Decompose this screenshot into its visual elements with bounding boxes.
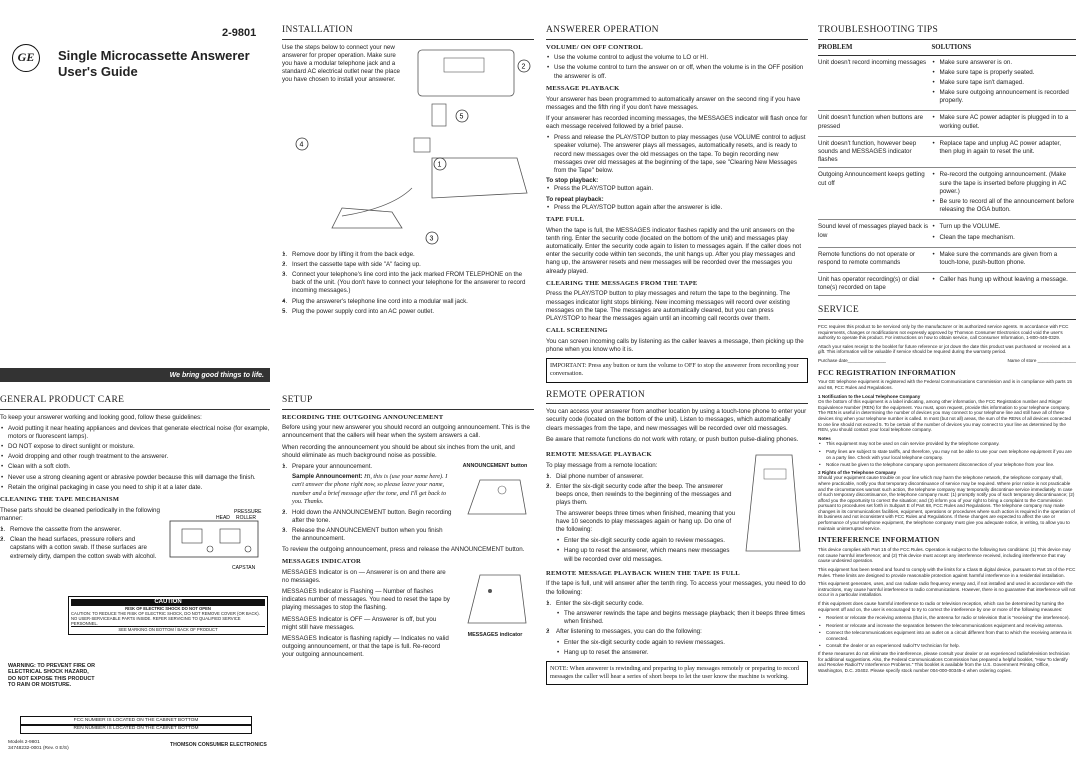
recording-intro: Before using your new answerer you should record an outgoing announcement. This is the announcement that the callers will hear when the system answers a call. [282,424,530,440]
problem-col-header: PROBLEM [818,44,932,55]
playback-p1: Your answerer has been programmed to automatically answer on the second ring if you have messages and the fifth ring if you don't have messages. [546,95,801,111]
remote-full-step: • 1. Enter the six-digit security code. [546,600,808,608]
tape-cleaning-heading: CLEANING THE TAPE MECHANISM [0,496,120,504]
solutions-col-header: SOLUTIONS [932,44,1076,55]
footer-left: Models 2-9801 34748232-0001 (Rev. 0 E/S) [8,740,69,751]
installation-heading: INSTALLATION [282,22,534,40]
note-box: NOTE: When answerer is rewinding and preparing to play messages remotely or preparing to record messages the caller will hear a series of short beeps to let the user know the machine is working. [546,661,808,685]
solution-item: • Make sure outgoing announcement is recorded properly. [932,89,1074,105]
volume-item: • Use the volume control to turn the answer on or off, when the volume is in the OFF position the answerer is off. [546,64,808,80]
fcc-heading: FCC REGISTRATION INFORMATION [818,367,956,377]
install-step: • 3. Connect your telephone's line cord into the jack marked FROM TELEPHONE on the back of the unit. (You don't have to connect your telephone for the answerer to record incoming messages.) [282,271,534,296]
problem-cell: Outgoing Announcement keeps getting cut off [818,168,932,220]
indicator-rapid: MESSAGES Indicator is flashing rapidly — Indicates no valid outgoing announcement, or that the tape is full. Re-record your outgoing announcement. [282,634,449,659]
troubleshooting-row [818,220,1076,247]
problem-cell: Unit doesn't record incoming messages [818,55,932,111]
remote-p2: Be aware that remote functions do not work with rotary, or push button pulse-dialing phones. [546,435,799,443]
caution-title: CAUTION [71,599,265,606]
model-number: 2-9801 [222,27,257,39]
care-list [0,425,270,492]
interference-p4: If this equipment does cause harmful interference to radio or television reception, which can be determined by turning the equipment off and on, the user is encouraged to try to correct the interference by one or more of the following measures: [818,600,1064,612]
recording-tip: When recording the announcement you should be about six inches from the unit, and should eliminate as much background noise as possible. [282,443,515,459]
troubleshooting-row [818,168,1076,220]
service-heading: SERVICE [818,302,1076,320]
interference-item: • Reorient or relocate the receiving antenna (that is, the antenna for radio or television that is "receiving" the interference). [818,615,1076,621]
pressure-label: PRESSURE [234,508,262,515]
remote-full-item: • The answerer rewinds the tape and begins message playback; then it beeps three times when finished. [556,610,808,626]
review-text: To review the outgoing announcement, press and release the ANNOUNCEMENT button. [282,545,525,553]
store-name: Name of store _______________ [1007,357,1076,363]
general-care-intro: To keep your answerer working and looking good, follow these guidelines: [0,413,202,421]
tape-cleaning-block [0,507,270,575]
caution-marking: SEE MARKING ON BOTTOM / BACK OF PRODUCT [71,626,265,632]
setup-step: • 2. Hold down the ANNOUNCEMENT button. Begin recording after the tone. [282,509,452,525]
solution-item: • Replace tape and unplug AC power adapter, then plug in again to reset the unit. [932,140,1074,156]
fcc-n2-title: 2 Rights of the Telephone Company [818,469,897,475]
problem-cell: Unit has operator recording(s) or dial tone(s) recorded on tape [818,273,932,296]
tape-steps [0,526,160,561]
indicator-heading: MESSAGES INDICATOR [282,557,362,565]
general-care-heading: GENERAL PRODUCT CARE [0,392,270,410]
clearing-heading: CLEARING THE MESSAGES FROM THE TAPE [546,279,698,287]
callout-4: 4 [299,141,304,149]
caution-text: CAUTION: TO REDUCE THE RISK OF ELECTRIC SHOCK, DO NOT REMOVE COVER (OR BACK). NO USER-SERVICEABLE PARTS INSIDE. REFER SERVICING TO QUALIFIED SERVICE PERSONNEL. [71,611,260,627]
troubleshooting-row [818,247,1076,272]
purchase-date: Purchase date_______________ [818,357,886,363]
capstan-label: CAPSTAN [232,564,256,571]
install-step: • 4. Plug the answerer's telephone line cord into a modular wall jack. [282,298,534,306]
troubleshooting-row [818,111,1076,136]
fcc-n2-text: Should your equipment cause trouble on your line which may harm the telephone network, the telephone company shall, where practicable, notify you that temporary discontinuance of service may be required. Where prior notice is not practicable and the circumstances warrant such action, the telephone company may temporarily discontinue service immediately. In case of such temporary discontinuance, the telephone company must: (1) promptly notify you of such temporary discontinuance; (2) afford you the opportunity to correct the situation; and (3) inform you of your right to bring a complaint to the Commission pursuant to procedures set forth in Subpart E of Part 68, FCC Rules and Regulations. The telephone company may make changes in its communications facilities, equipment, operations or procedures where such action is required in the operation of its business and not inconsistent with FCC Rules and Regulations. If these changes are expected to affect the use or performance of your telephone equipment, the telephone company must give you adequate notice, in writing, to allow you to maintain uninterrupted service. [818,475,1075,531]
remote-p1: You can access your answerer from another location by using a touch-tone phone to enter your security code (located on the bottom of the unit). Listen to messages, which automatically clears messages from the tape, and new messages will be recorded over old messages. [546,408,807,432]
problem-cell: Remote functions do not operate or respond to remote commands [818,247,932,272]
tape-full-heading: TAPE FULL [546,215,585,223]
callout-1: 1 [437,161,442,169]
answerer-diagram-1 [460,470,530,520]
setup-heading: SETUP [282,392,534,410]
callout-3: 3 [429,235,434,243]
column-1 [0,0,270,760]
fcc-number-note: FCC NUMBER IS LOCATED ON THE CABINET BOTTOM [20,716,252,726]
interference-heading: INTERFERENCE INFORMATION [818,535,940,545]
troubleshooting-body [818,55,1076,296]
title-line-1: Single Microcassette Answerer [58,48,250,63]
install-step: • 2. Insert the cassette tape with side "A" facing up. [282,261,534,269]
care-item: • Avoid putting it near heating appliances and devices that generate electrical noise (for example, motors or fluorescent lamps). [0,425,270,441]
fcc-intro: Your GE telephone equipment is registered with the Federal Communications Commission and is in compliance with parts 15 and 68, FCC Rules and Regulations. [818,379,1072,391]
solution-item: • Make sure the commands are given from a touch-tone, push-button phone. [932,251,1074,267]
stop-item: • Press the PLAY/STOP button again. [546,185,808,193]
remote-full-item: • Enter the six-digit security code again to review messages. [556,639,808,647]
tape-full-text: When the tape is full, the MESSAGES indicator flashes rapidly and the unit answers on the tenth ring. Enter the security code (located on the bottom of the unit) and messages play automatically. Enter the security code again to listen to messages again. If the caller does not enter the security code within ten seconds, the unit hangs up. After you play messages and hang up, the answerer resets and new messages will be recorded over the messages you already played. [546,226,802,275]
warning-text: WARNING: TO PREVENT FIRE OR ELECTRICAL SHOCK HAZARD, DO NOT EXPOSE THIS PRODUCT TO RAIN OR MOISTURE. [8,663,96,689]
solutions-cell [932,273,1076,296]
interference-p2: This equipment has been tested and found to comply with the limits for a Class B digital device, pursuant to Part 15 of the FCC Rules. These limits are designed to provide reasonable protection against harmful interference in a residential installation. [818,566,1076,578]
setup-section [282,392,534,662]
roller-label: ROLLER [236,514,257,521]
fcc-n1-text: On the bottom of this equipment is a label indicating, among other information, the FCC Registration number and Ringer Equivalence Number (REN) for the equipment. You must, upon request, provide this information to your telephone company. The REN is useful in determining the number of devices you may connect to your telephone line and still have all of these devices ring when your telephone number is called. In most (but not all) areas, the sum of the RENs of all devices connected to one line should not exceed 5. To be certain of the number of devices you may connect to your line as determined by the REN, you should contact your local telephone company. [818,399,1072,433]
care-item: • Retain the original packaging in case you need to ship it at a later date. [0,484,270,492]
troubleshooting-heading: TROUBLESHOOTING TIPS [818,22,1076,40]
column-3 [546,0,808,760]
clearing-text: Press the PLAY/STOP button to play messages and return the tape to the beginning. The messages indicator light stops blinking. New incoming messages will record over existing messages on the tape. The messages are automatically cleared, but you can press PLAY/STOP to hear the messages again until an incoming call records over them. [546,290,791,323]
service-p1: FCC requires this product to be serviced only by the manufacturer or its authorized service agents. In accordance with FCC requirements, changes or modifications not expressly approved by Thomson Consumer Electronics could void the user's authority to operate this product. For instructions on how to obtain service, call Consumer Information, 1-800-448-0329. [818,323,1069,341]
solutions-cell [932,136,1076,168]
playback-heading: MESSAGE PLAYBACK [546,84,620,92]
solution-item: • Make sure tape isn't damaged. [932,79,1074,87]
fcc-n1-title: 1 Notification to the Local Telephone Company [818,393,921,399]
remote-full-item: • Hang up to reset the answerer. [556,649,808,657]
important-box: IMPORTANT: Press any button or turn the volume to OFF to stop the answerer from recording your conversation. [546,358,808,382]
problem-cell: Unit doesn't function, however beep sounds and MESSAGES indicator flashes [818,136,932,168]
sample-announcement: Sample Announcement: Hi, this is (use your name here). I can't answer the phone right now, so please leave your name, number and a brief message after the tone, and I'll get back to you. Thanks. [292,473,448,505]
repeat-item: • Press the PLAY/STOP button again after the answerer is idle. [546,204,808,212]
stop-label: To stop playback: [546,177,599,185]
answerer-top-diagram [404,44,534,98]
solutions-cell [932,55,1076,111]
remote-item: • Enter the six-digit security code again to review messages. [556,537,736,545]
problem-cell: Sound level of messages played back is low [818,220,932,247]
ge-logo: GE [12,44,40,72]
thomson-brand: THOMSON CONSUMER ELECTRONICS [170,742,267,748]
remote-full-step: • 2 After listening to messages, you can do the following: [546,628,808,636]
callout-5: 5 [459,113,464,121]
remote-playback-heading: REMOTE MESSAGE PLAYBACK [546,450,652,458]
caution-label [68,596,268,635]
tape-mechanism-diagram [160,507,268,575]
install-step: • 1. Remove door by lifting it from the back edge. [282,251,534,259]
remote-op-heading: REMOTE OPERATION [546,387,808,405]
care-item: • Never use a strong cleaning agent or abrasive powder because this will damage the finish. [0,474,270,482]
interference-p1: This device complies with Part 15 of the FCC Rules. Operation is subject to the following two conditions: (1) This device may not cause harmful interference; and (2) This device must accept any interference received, including interference that may cause undesired operation. [818,547,1071,564]
remote-note: The answerer beeps three times when finished, meaning that you have 10 seconds to play messages again or hang up. Do one of the following: [556,509,736,533]
fcc-note: • Notice must be given to the telephone company upon permanent disconnection of your telephone from your line. [818,462,1076,468]
interference-p5: If these measures do not eliminate the interference, please consult your dealer or an experienced radio/television technician for additional suggestions. Also, the Federal Communications Commission has prepared a helpful booklet, "How To Identify and Resolve Radio/TV Interference Problems." This booklet is available from the U.S. Government Printing Office, Washington, D.C. 20402. Please specify stock number 004-000-00345-4 when ordering copies. [818,651,1070,673]
playback-item: • Press and release the PLAY/STOP button to play messages (use VOLUME control to adjust speaker volume). The answerer plays all messages, automatically resets, and is ready to record new messages over the old messages on the tape. To begin recording new messages over old messages at the beginning of the tape, see "Clearing New Messages from the Tape" below. [546,134,808,175]
installation-diagram [282,98,534,248]
service-p2: Attach your sales receipt to the booklet for future reference or jot down the date this product was purchased or received as a gift. This information will be valuable if service should be required during the warranty period. [818,343,1071,355]
solutions-cell [932,111,1076,136]
indicator-on: MESSAGES Indicator is on — Answerer is on and there are no messages. [282,568,446,584]
indicator-off: MESSAGES Indicator is OFF — Answerer is off, but you might still have messages. [282,615,437,631]
fcc-notes-label: Notes [818,435,831,441]
messages-indicator-label: MESSAGES indicator [467,631,523,638]
tape-step: • 2. Clean the head surfaces, pressure rollers and capstans with a cotton swab. If these surfaces are extremely dirty, dampen the cotton swab with alcohol. [0,536,160,561]
column-2 [282,0,534,760]
interference-item: • Reorient or relocate and increase the separation between the telecommunications equipment and receiving antenna. [818,623,1076,629]
remote-step: • 1. Dial phone number of answerer. [546,473,736,481]
solution-item: • Make sure tape is properly seated. [932,69,1074,77]
solution-item: • Be sure to record all of the announcement before releasing the OGA button. [932,198,1074,214]
title-line-2: User's Guide [58,64,138,80]
care-item: • DO NOT expose to direct sunlight or moisture. [0,443,270,451]
solutions-cell [932,168,1076,220]
troubleshooting-table [818,44,1076,297]
solutions-cell [932,220,1076,247]
solution-item: • Make sure AC power adapter is plugged in to a working outlet. [932,114,1074,130]
solution-item: • Re-record the outgoing announcement. (Make sure the tape is inserted before plugging in AC power.) [932,171,1074,196]
answerer-diagram-3 [740,447,806,557]
caution-box [68,596,268,706]
remote-playback-intro: To play message from a remote location: [546,461,658,469]
problem-cell: Unit doesn't function when buttons are pressed [818,111,932,136]
repeat-label: To repeat playback: [546,195,604,203]
setup-step: • 1. Prepare your announcement. [282,463,452,471]
setup-step: • 3. Release the ANNOUNCEMENT button when you finish the announcement. [282,527,452,543]
solution-item: • Caller has hung up without leaving a message. [932,276,1074,284]
remote-item: • Hang up to reset the answerer, which means new messages will be recorded over old messages. [556,547,736,563]
indicator-flashing: MESSAGES Indicator is Flashing — Number of flashes indicates number of messages. You need to reset the tape by playing messages to stop the flashing. [282,587,450,612]
solution-item: • Turn up the VOLUME. [932,223,1074,231]
document-title [58,48,250,81]
slogan: We bring good things to life. [0,368,270,382]
solutions-cell [932,247,1076,272]
playback-p2: If your answerer has recorded incoming messages, the MESSAGES indicator will flash once for each message received followed by a brief pause. [546,114,808,131]
volume-heading: VOLUME/ ON OFF CONTROL [546,43,643,51]
fcc-note: • This equipment may not be used on coin service provided by the telephone company. [818,441,1076,447]
setup-steps [282,463,452,471]
answerer-op-heading: ANSWERER OPERATION [546,22,808,40]
screening-heading: CALL SCREENING [546,327,608,335]
installation-steps [282,251,534,316]
callout-2: 2 [521,63,526,71]
header-band [0,0,270,382]
screening-text: You can screen incoming calls by listening as the caller leaves a message, then picking up the phone when you know who it is. [546,337,804,354]
remote-full-intro: If the tape is full, unit will answer after the tenth ring. To access your messages, you need to do the following: [546,580,806,596]
remote-step: • 2. Enter the six-digit security code after the beep. The answerer beeps once, then rewinds to the beginning of the messages and plays them. [546,483,736,508]
ren-number-note: REN NUMBER IS LOCATED ON THE CABINET BOTTOM [20,724,252,734]
interference-item: • Consult the dealer or an experienced radio/TV technician for help. [818,643,1076,649]
announcement-button-label: ANNOUNCEMENT button [462,462,528,469]
troubleshooting-row [818,136,1076,168]
head-label: HEAD [216,514,230,521]
interference-item: • Connect the telecommunications equipment into an outlet on a circuit different from that to which the receiving antenna is connected. [818,630,1076,641]
remote-full-heading: REMOTE MESSAGE PLAYBACK WHEN THE TAPE IS FULL [546,569,740,577]
interference-p3: This equipment generates, uses, and can radiate radio frequency energy and, if not installed and used in accordance with the instructions, may cause harmful interference to radio communications. However, there is no guarantee that interference will not occur in a particular installation. [818,581,1076,598]
solution-item: • Clean the tape mechanism. [932,234,1074,242]
recording-heading: RECORDING THE OUTGOING ANNOUNCEMENT [282,413,444,421]
tape-cleaning-intro: These parts should be cleaned periodically in the following manner: [0,506,160,522]
solution-item: • Make sure answerer is on. [932,59,1074,67]
troubleshooting-row [818,55,1076,111]
answerer-diagram-2 [460,569,530,629]
caution-sub: RISK OF ELECTRIC SHOCK DO NOT OPEN [125,606,211,612]
column-4 [818,0,1076,760]
care-item: • Avoid dropping and other rough treatment to the answerer. [0,453,270,461]
care-item: • Clean with a soft cloth. [0,463,270,471]
install-step: • 5. Plug the power supply cord into an AC power outlet. [282,308,534,316]
general-care-section [0,392,270,575]
volume-item: • Use the volume control to adjust the volume to LO or HI. [546,54,808,62]
troubleshooting-row [818,273,1076,296]
fcc-note: • Party lines are subject to state tariffs, and therefore, you may not be able to use your own telephone equipment if you are on a party line. Check with your local telephone company. [818,449,1076,460]
installation-intro: Use the steps below to connect your new answerer for proper operation. Make sure you have a modular telephone jack and a standard AC electrical outlet near the place you have chosen to install your answerer. [282,43,400,84]
tape-step: • 1. Remove the cassette from the answerer. [0,526,160,534]
